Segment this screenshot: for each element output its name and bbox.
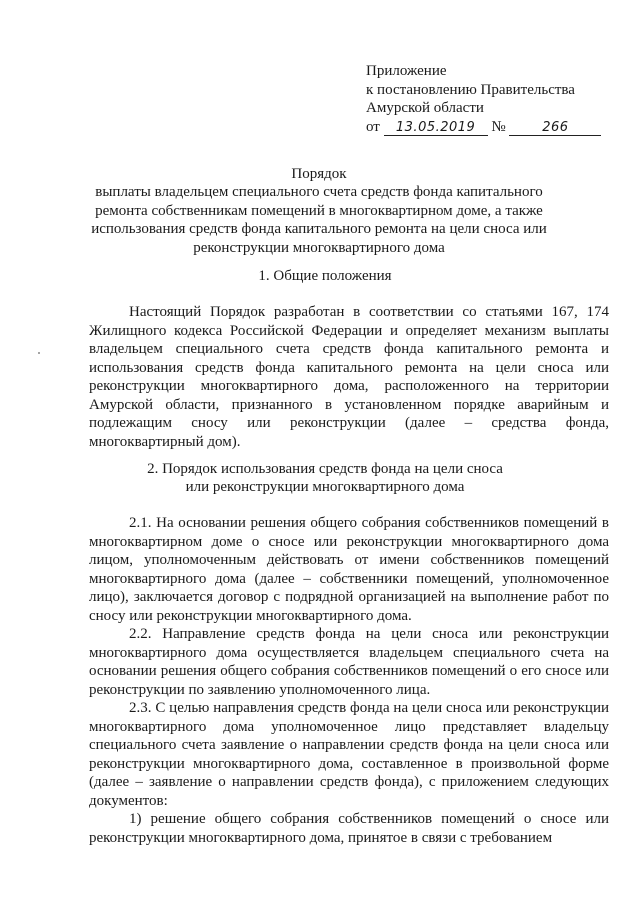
appendix-date-line bbox=[366, 118, 616, 137]
handwritten-date: 13.05.2019 bbox=[384, 120, 488, 136]
section-2-heading-line-1: 2. Порядок использования средств фонда на цели сноса bbox=[147, 461, 503, 477]
section-2-body bbox=[89, 514, 609, 847]
appendix-block bbox=[366, 62, 616, 136]
appendix-line-2: к постановлению Правительства bbox=[366, 81, 575, 98]
document-title: Порядок bbox=[291, 166, 347, 182]
list-item-1: 1) решение общего собрания собственников помещений о сносе или реконструкции многоквартирного дома, принятое в связи с требованием bbox=[89, 811, 609, 846]
section-1-text: Настоящий Порядок разработан в соответствии со статьями 167, 174 Жилищного кодекса Российской Федерации и определяет механизм выплаты владельцем специального счета средств фонда капитального ремонта и использования средств фонда капитального ремонта на цели сноса или реконструкции многоквартирного дома, расположенного на территории Амурской области, признанного в установленном порядке аварийным и подлежащим сносу или реконструкции (далее – средства фонда, многоквартирный дом). bbox=[89, 304, 609, 450]
clause-2-1: 2.1. На основании решения общего собрания собственников помещений в многоквартирном доме о сносе или реконструкции многоквартирного дома лицом, уполномоченным действовать от имени собственников помещений многоквартирного дома (далее – собственники помещений, уполномоченное лицо), заключается договор с подрядной организацией на выполнение работ по сносу или реконструкции многоквартирного дома. bbox=[89, 515, 609, 624]
appendix-line-3: Амурской области bbox=[366, 100, 484, 116]
section-1-heading: 1. Общие положения bbox=[258, 268, 392, 284]
appendix-line-1: Приложение bbox=[366, 63, 447, 79]
from-label: от bbox=[366, 118, 380, 135]
handwritten-number: 266 bbox=[509, 120, 601, 136]
number-label: № bbox=[491, 118, 506, 135]
section-1-paragraph bbox=[89, 303, 609, 451]
section-2-heading-line-2: или реконструкции многоквартирного дома bbox=[185, 479, 465, 495]
clause-2-2: 2.2. Направление средств фонда на цели сноса или реконструкции многоквартирного дома осуществляется владельцем специального счета на основании решения общего собрания собственников помещений о его сносе или реконструкции по заявлению уполномоченного лица. bbox=[89, 626, 609, 698]
scan-speck bbox=[38, 352, 40, 354]
document-subtitle: выплаты владельцем специального счета средств фонда капитального ремонта собственникам помещений в многоквартирном доме, а также использования средств фонда капитального ремонта на цели сноса или реконструкции многоквартирного дома bbox=[91, 184, 547, 256]
clause-2-3: 2.3. С целью направления средств фонда на цели сноса или реконструкции многоквартирного дома уполномоченное лицо представляет владельцу специального счета заявление о направлении средств фонда на цели сноса или реконструкции многоквартирного дома, составленное в произвольной форме (далее – заявление о направлении средств фонда), с приложением следующих документов: bbox=[89, 700, 609, 809]
